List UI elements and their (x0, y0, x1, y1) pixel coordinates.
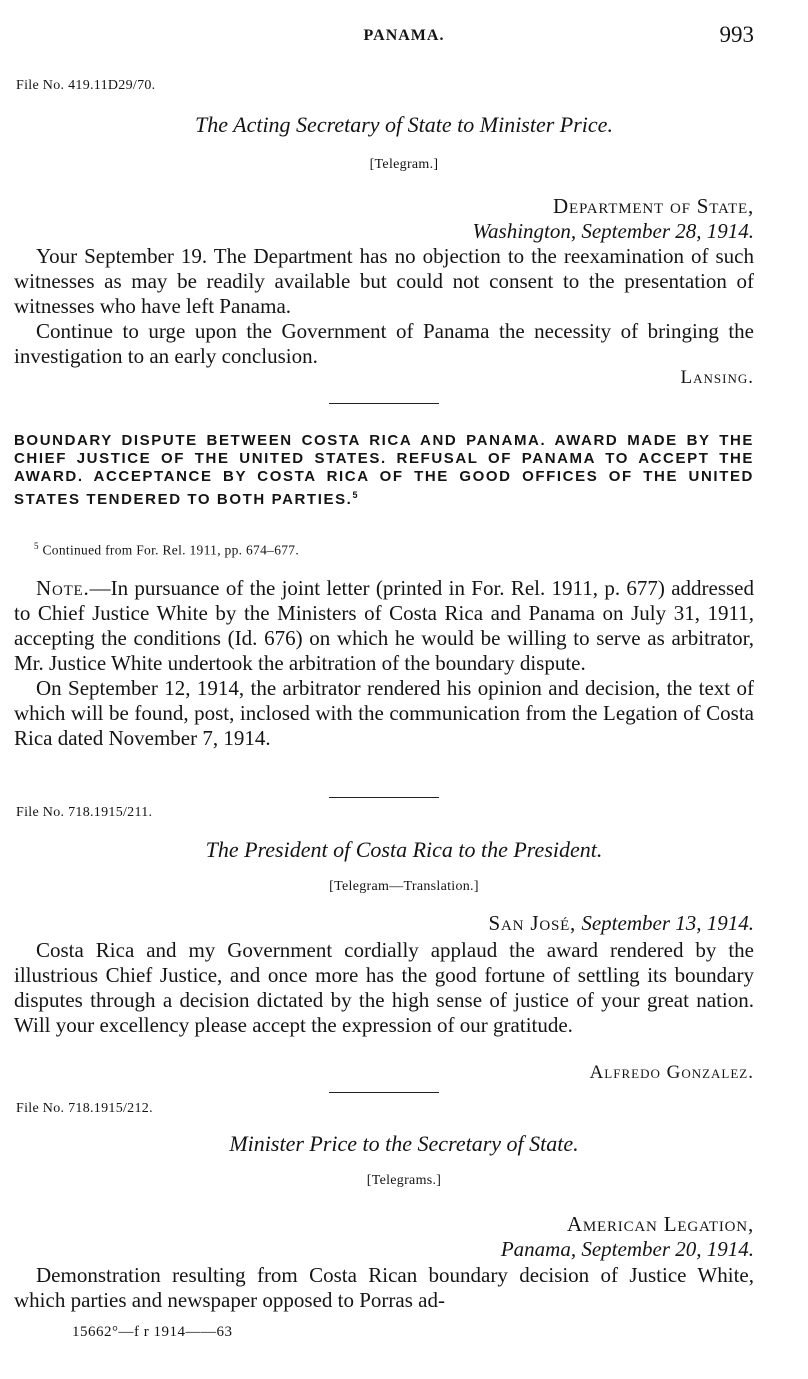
paragraph: Costa Rica and my Government cordially applaud the award rendered by the illustrious Chief Justice, and once more has the good fortune of settling its boundary disputes through a decision dictated by the high sense of justice of your great nation. Will your excellency please accept the expression of our gratitude. (14, 938, 754, 1037)
footnote-mark: 5 (352, 490, 360, 500)
dateline (472, 218, 754, 244)
document-title: The President of Costa Rica to the President. (205, 837, 603, 862)
document-title: Minister Price to the Secretary of State. (229, 1131, 579, 1156)
dateline-text: September 13, 1914. (581, 911, 754, 935)
document-type: [Telegrams.] (366, 1173, 442, 1188)
note-text: —In pursuance of the joint letter (printed in For. Rel. 1911, p. 677) addressed to Chief Justice White by the Ministers of Costa Rica and Panama on July 31, 1911, accepting the conditions (Id. 676) on which he would be willing to serve as arbitrator, Mr. Justice White undertook the arbitration of the boundary dispute. (14, 576, 754, 675)
dateline-text: Washington, September 28, 1914. (472, 219, 754, 243)
section-divider (329, 797, 439, 798)
document-body (14, 244, 754, 369)
footnote (34, 541, 299, 559)
document-type: [Telegram—Translation.] (329, 879, 479, 894)
printer-signature-mark: 15662°—f r 1914——63 (72, 1324, 233, 1340)
paragraph: Your September 19. The Department has no objection to the reexamination of such witnesses as may be readily available but could not consent to the presentation of witnesses who have left Panama. (14, 244, 754, 318)
document-type: [Telegram.] (369, 157, 439, 172)
section-divider (329, 1092, 439, 1093)
place: San José, (488, 911, 577, 935)
section-divider (329, 403, 439, 404)
note-paragraph (14, 576, 754, 676)
dateline (501, 1236, 754, 1262)
dateline-text: Panama, September 20, 1914. (500, 1237, 754, 1261)
file-number: File No. 419.11D29/70. (16, 78, 156, 93)
paragraph: Demonstration resulting from Costa Rican boundary decision of Justice White, which parties and newspaper opposed to Porras ad- (14, 1263, 754, 1312)
document-title: The Acting Secretary of State to Minister Price. (195, 112, 613, 137)
running-head: PANAMA. (363, 27, 445, 44)
page-number: 993 (719, 22, 754, 47)
place: Department of State, (553, 194, 754, 218)
dateline (489, 910, 754, 936)
footnote-mark: 5 (34, 541, 39, 551)
paragraph: Continue to urge upon the Government of Panama the necessity of bringing the investigation to an early conclusion. (14, 319, 754, 368)
file-number: File No. 718.1915/211. (16, 805, 153, 820)
document-body (14, 938, 754, 1038)
signature: Alfredo Gonzalez. (589, 1062, 754, 1083)
place: American Legation, (566, 1212, 754, 1236)
note-body (14, 576, 754, 751)
section-heading-text: BOUNDARY DISPUTE BETWEEN COSTA RICA AND PANAMA. AWARD MADE BY THE CHIEF JUSTICE OF THE UNITED STATES. REFUSAL OF PANAMA TO ACCEPT THE AWARD. ACCEPTANCE BY COSTA RICA OF THE GOOD OFFICES OF THE UNITED STATES TENDERED TO BOTH PARTIES. (14, 432, 754, 508)
note-paragraph: On September 12, 1914, the arbitrator rendered his opinion and decision, the text of which will be found, post, inclosed with the communication from the Legation of Costa Rica dated November 7, 1914. (14, 676, 754, 750)
file-number: File No. 718.1915/212. (16, 1101, 153, 1116)
document-body (14, 1263, 754, 1313)
section-heading (14, 432, 754, 509)
signature: Lansing. (680, 367, 754, 388)
footnote-text: Continued from For. Rel. 1911, pp. 674–677. (42, 542, 300, 558)
note-label: Note. (36, 576, 90, 600)
